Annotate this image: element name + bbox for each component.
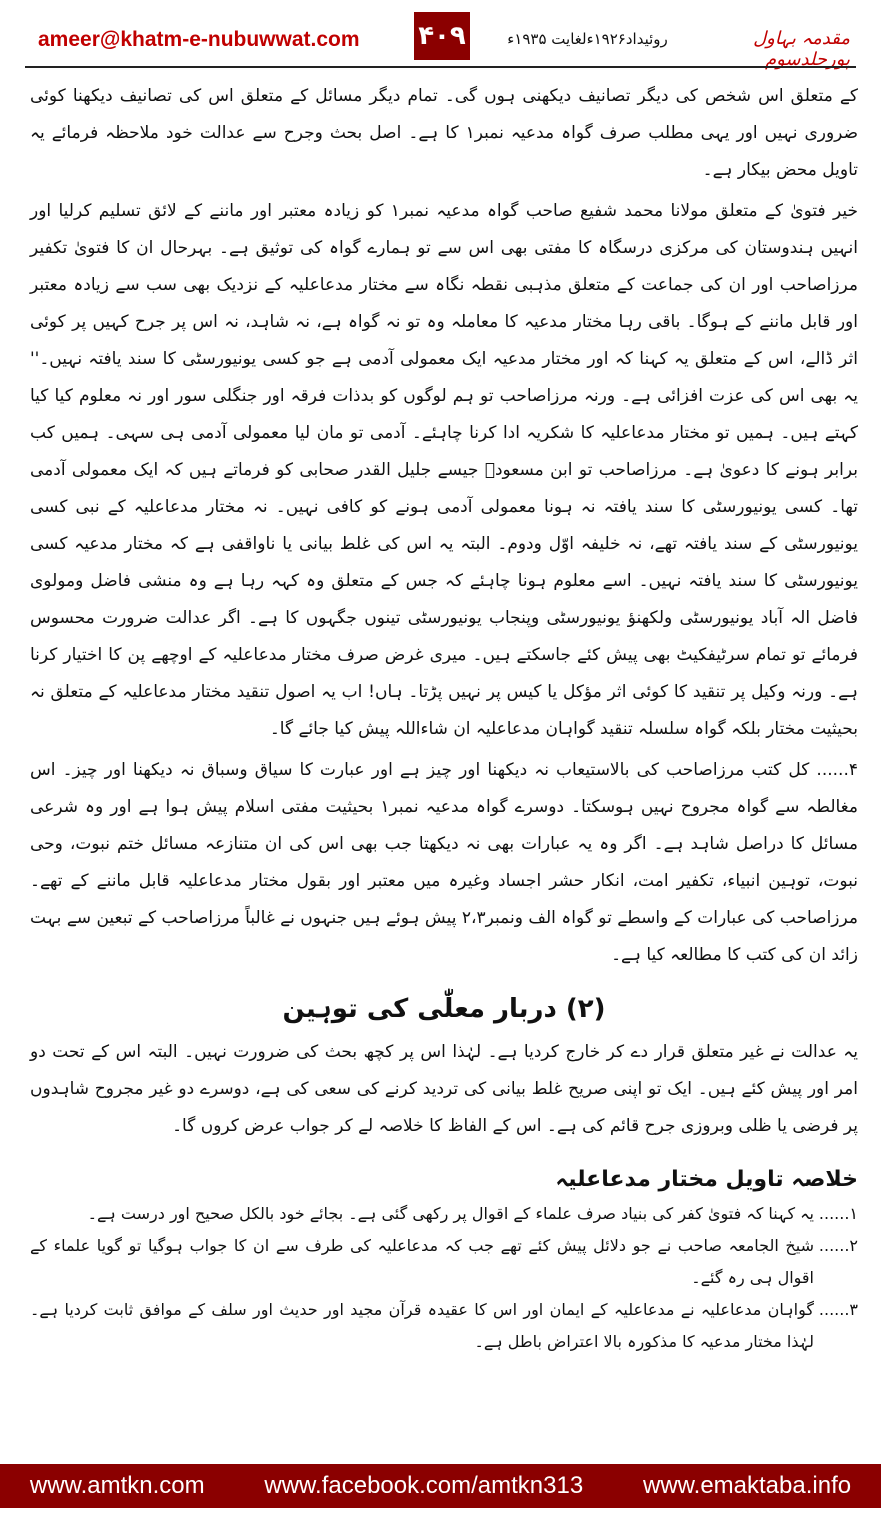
section-heading: (۲) دربار معلّٰی کی توہین — [282, 994, 606, 1024]
header-divider — [25, 66, 856, 68]
list-item-text: یہ کہنا کہ فتویٰ کفر کی بنیاد صرف علماء کے اقوال پر رکھی گئی ہے۔ بجائے خود بالکل صحیح اور درست ہے۔ — [87, 1204, 814, 1223]
case-info: روئیداد۱۹۲۶ءلغایت ۱۹۳۵ء — [507, 30, 668, 48]
list-item — [30, 1198, 858, 1230]
list-item-text: گواہان مدعاعلیہ نے مدعاعلیہ کے ایمان اور اس کا عقیدہ قرآن مجید اور حدیث اور سلف کے موافق ثابت کردیا ہے۔ لہٰذا مختار مدعیہ کا مذکورہ بالا اعتراض باطل ہے۔ — [30, 1300, 815, 1351]
book-title: مقدمہ بہاول پورجلدسوم — [753, 28, 850, 70]
page-header — [0, 0, 881, 72]
paragraph-1: کے متعلق اس شخص کی دیگر تصانیف دیکھنی ہوں گی۔ تمام دیگر مسائل کے متعلق اس کی تصانیف دیکھنا کوئی ضروری نہیں اور یہی مطلب صرف گواہ مدعیہ نمبر۱ کا ہے۔ اصل بحث وجرح سے عدالت خود ملاحظہ فرمائے یہ تاویل محض بیکار ہے۔ — [30, 86, 859, 180]
footer-link-emaktaba[interactable]: www.emaktaba.info — [642, 1472, 852, 1499]
paragraph-2: خیر فتویٰ کے متعلق مولانا محمد شفیع صاحب گواہ مدعیہ نمبر۱ کو زیادہ معتبر اور ماننے کے لائق تسلیم کرلیا اور انہیں ہندوستان کی مرکزی درسگاہ کا مفتی بھی اس سے تو ہمارے گواہ کی توثیق ہے۔ بہرحال ان کا فتویٰ تکفیر مرزاصاحب اور ان کی جماعت کے متعلق مذہبی نقطہ نگاہ سے مختار مدعاعلیہ کے نزدیک بھی سب سے زیادہ معتبر اور قابل ماننے کے ہوگا۔ باقی رہا مختار مدعیہ کا معاملہ وہ تو نہ گواہ ہے، نہ شاہد، نہ اس پر جرح کہیں پر کوئی اثر ڈالے، اس کے متعلق یہ کہنا کہ اور مختار مدعیہ ایک معمولی آدمی ہے جو کسی یونیورسٹی کا سند یافتہ نہیں۔'' یہ بھی اس کی عزت افزائی ہے۔ ورنہ مرزاصاحب تو ہم لوگوں کو بدذات فرقہ اور جنگلی سور اور نہ معلوم کیا کیا کہتے ہیں۔ ہمیں تو مختار مدعاعلیہ کا شکریہ ادا کرنا چاہئے۔ آدمی تو مان لیا معمولی آدمی ہی سہی۔ ہمیں کب برابر ہونے کا دعویٰ ہے۔ مرزاصاحب تو ابن مسعودؓ جیسے جلیل القدر صحابی کو فرماتے ہیں کہ ایک معمولی آدمی تھا۔ کسی یونیورسٹی کا سند یافتہ نہ ہونا معمولی آدمی ہونے کو کافی نہیں۔ نہ مختار مدعاعلیہ کے نبی کسی یونیورسٹی کے سند یافتہ تھے، نہ خلیفہ اوّل ودوم۔ البتہ یہ اس کی غلط بیانی یا ناواقفی ہے کہ مختار مدعیہ کسی یونیورسٹی کا سند یافتہ نہیں۔ اسے معلوم ہونا چاہئے کہ جس کے متعلق وہ کہہ رہا ہے وہ منشی فاضل ومولوی فاضل الہ آباد یونیورسٹی ولکھنؤ یونیورسٹی وپنجاب یونیورسٹی تینوں جگہوں کا ہے۔ اگر عدالت ضرورت محسوس فرمائے تو تمام سرٹیفکیٹ بھی پیش کئے جاسکتے ہیں۔ میری غرض صرف مختار مدعاعلیہ کے اوچھے پن کا اختیار کرنا ہے۔ ورنہ وکیل پر تنقید کا کوئی اثر مؤکل یا کیس پر نہیں پڑتا۔ ہاں! اب یہ اصول تنقید مختار مدعاعلیہ کے متعلق نہ بحیثیت مختار بلکہ گواہ سلسلہ تنقید گواہان مدعاعلیہ ان شاءاللہ پیش کیا جائے گا۔ — [30, 201, 858, 739]
page-footer — [0, 1464, 881, 1508]
footer-link-amtkn[interactable]: www.amtkn.com — [29, 1472, 205, 1499]
sub-heading: خلاصہ تاویل مختار مدعاعلیہ — [555, 1167, 858, 1192]
page-content — [30, 78, 858, 1358]
footer-link-facebook[interactable]: www.facebook.com/amtkn313 — [264, 1472, 584, 1499]
email-address: ameer@khatm-e-nubuwwat.com — [38, 28, 360, 51]
list-item — [30, 1230, 858, 1294]
list-item-number: ۲...... — [818, 1236, 858, 1255]
paragraph-4: یہ عدالت نے غیر متعلق قرار دے کر خارج کردیا ہے۔ لہٰذا اس پر کچھ بحث کی ضرورت نہیں۔ البتہ اس کے تحت دو امر اور پیش کئے ہیں۔ ایک تو اپنی صریح غلط بیانی کی تردید کرنے کی سعی کی ہے، دوسرے دو غیر مجروح شاہدوں پر فرضی یا ظلی وبروزی جرح قائم کی ہے۔ اس کے الفاظ کا خلاصہ لے کر جواب عرض کروں گا۔ — [30, 1042, 858, 1136]
list-item-text: شیخ الجامعہ صاحب نے جو دلائل پیش کئے تھے جب کہ مدعاعلیہ کی طرف سے ان کا جواب ہوگیا تو گویا علماء کے اقوال ہی رہ گئے۔ — [30, 1236, 814, 1287]
paragraph-3: ۴...... کل کتب مرزاصاحب کی بالاستیعاب نہ دیکھنا اور چیز ہے اور عبارت کا سیاق وسباق نہ دیکھنا اور چیز۔ اس مغالطہ سے گواہ مجروح نہیں ہوسکتا۔ دوسرے گواہ مدعیہ نمبر۱ بحیثیت مفتی اسلام پیش ہوا ہے اور وہ شرعی مسائل کا دراصل شاہد ہے۔ اگر وہ یہ عبارات بھی نہ دیکھتا جب بھی اس کی ان متنازعہ مسائل ختم نبوت، وحی نبوت، توہین انبیاء، تکفیر امت، انکار حشر اجساد وغیرہ میں معتبر اور بقول مختار مدعاعلیہ قابل ماننے کے تھے۔ مرزاصاحب کی عبارات کے واسطے تو گواہ الف ونمبر۲،۳ پیش ہوئے ہیں جنہوں نے غالباً مرزاصاحب کے تبعین سے بہت زائد ان کی کتب کا مطالعہ کیا ہے۔ — [30, 760, 859, 965]
page-number-badge: ۴۰۹ — [414, 12, 470, 60]
list-item-number: ۳...... — [818, 1300, 858, 1319]
list-item — [30, 1294, 858, 1358]
list-item-number: ۱...... — [818, 1204, 858, 1223]
